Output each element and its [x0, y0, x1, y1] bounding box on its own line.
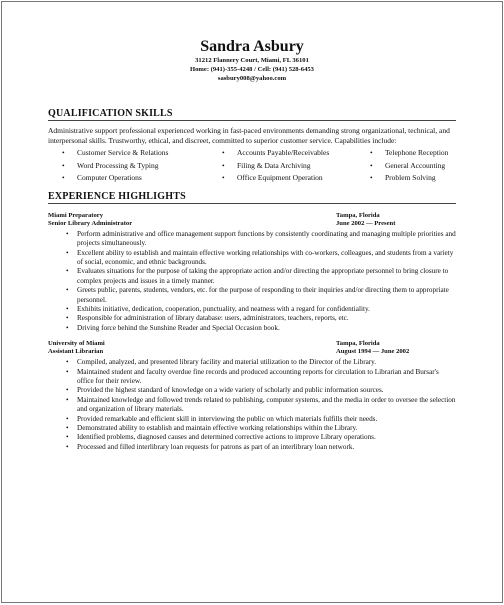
skill-item: • Word Processing & Typing	[62, 160, 222, 173]
job-duties-list	[48, 358, 456, 452]
job-duty: • Exhibits initiative, dedication, cooperation, punctuality, and neatness with a regard for confidentiality.	[66, 305, 456, 314]
job-duty: • Excellent ability to establish and maintain effective working relationships with co-workers, colleagues, and students from a variety of social, economic, and ethnic backgrounds.	[66, 249, 456, 268]
skill-item: • Filing & Data Archiving	[222, 160, 370, 173]
skill-item: • Office Equipment Operation	[222, 172, 370, 185]
qualification-summary: Administrative support professional experienced working in fast-paced environments demanding strong organizational, technical, and interpersonal skills. Trustworthy, ethical, and discreet, committed to superior customer service. Capabilities include:	[48, 126, 450, 145]
resume-page	[1, 1, 503, 603]
job-duty: • Driving force behind the Sunshine Reader and Special Occasion book.	[66, 324, 456, 333]
skills-list	[48, 147, 456, 185]
email-line: sasbury008@yahoo.com	[217, 75, 287, 82]
job-location: Tampa, Florida	[336, 211, 380, 219]
skill-item: • Accounts Payable/Receivables	[222, 147, 370, 160]
job-title-row	[48, 348, 456, 356]
job-position: Senior Library Administrator	[48, 219, 133, 227]
job-duty: • Evaluates situations for the purpose of taking the appropriate action and/or directing the appropriate personnel to bring closure to complex projects and issues in a timely manner.	[66, 267, 456, 286]
job-title-row	[48, 220, 456, 228]
skill-item: • Computer Operations	[62, 172, 222, 185]
job-location: Tampa, Florida	[336, 340, 380, 348]
skill-item: • Customer Service & Relations	[62, 147, 222, 160]
job-duty: • Processed and filled interlibrary loan requests for patrons as part of an interlibrary loan network.	[66, 443, 456, 452]
job-employer: Miami Preparatory	[48, 211, 103, 219]
qualification-skills-heading: QUALIFICATION SKILLS	[48, 108, 456, 121]
job-header-row	[48, 340, 456, 348]
resume-body	[48, 108, 456, 452]
job-entry	[48, 340, 456, 452]
job-duty: • Provided remarkable and efficient skill in interviewing the public on which materials fulfills their needs.	[66, 415, 456, 424]
job-header-row	[48, 212, 456, 220]
address-line: 31212 Flannery Court, Miami, FL 36101	[195, 57, 309, 64]
job-dates: June 2002 — Present	[336, 219, 396, 227]
job-position: Assistant Librarian	[48, 348, 104, 356]
job-duty: • Maintained knowledge and followed trends related to publishing, computer systems, and the media in order to oversee the selection and organization of library materials.	[66, 396, 456, 415]
job-duty: • Maintained student and faculty overdue fine records and produced accounting reports for circulation to Librarian and Bursar's office for their review.	[66, 368, 456, 387]
resume-header	[2, 2, 502, 83]
applicant-name: Sandra Asbury	[200, 38, 304, 55]
job-duty: • Demonstrated ability to establish and maintain effective working relationships within the Library.	[66, 424, 456, 433]
job-duty: • Perform administrative and office management support functions by consistently coordinating and managing multiple priorities and projects simultaneously.	[66, 230, 456, 249]
job-employer: University of Miami	[48, 340, 105, 348]
job-duty: • Responsible for administration of library database: users, administrators, teachers, reports, etc.	[66, 314, 456, 323]
experience-highlights-heading: EXPERIENCE HIGHLIGHTS	[48, 191, 456, 204]
job-dates: August 1994 — June 2002	[336, 348, 410, 356]
job-duty: • Identified problems, diagnosed causes and determined corrective actions to improve Library operations.	[66, 433, 456, 442]
job-duties-list	[48, 230, 456, 333]
job-duty: • Greets public, parents, students, vendors, etc. for the purpose of responding to their inquiries and/or directing them to appropriate personnel.	[66, 286, 456, 305]
job-duty: • Compiled, analyzed, and presented library facility and material utilization to the Director of the Library.	[66, 358, 456, 367]
job-duty: • Provided the highest standard of knowledge on a wide variety of scholarly and public information sources.	[66, 386, 456, 395]
skill-item: • Problem Solving	[370, 172, 490, 185]
job-entry	[48, 212, 456, 333]
skill-item: • Telephone Reception	[370, 147, 490, 160]
skill-item: • General Accounting	[370, 160, 490, 173]
phone-line: Home: (941)-355-4248 / Cell: (941) 528-6453	[190, 66, 314, 73]
